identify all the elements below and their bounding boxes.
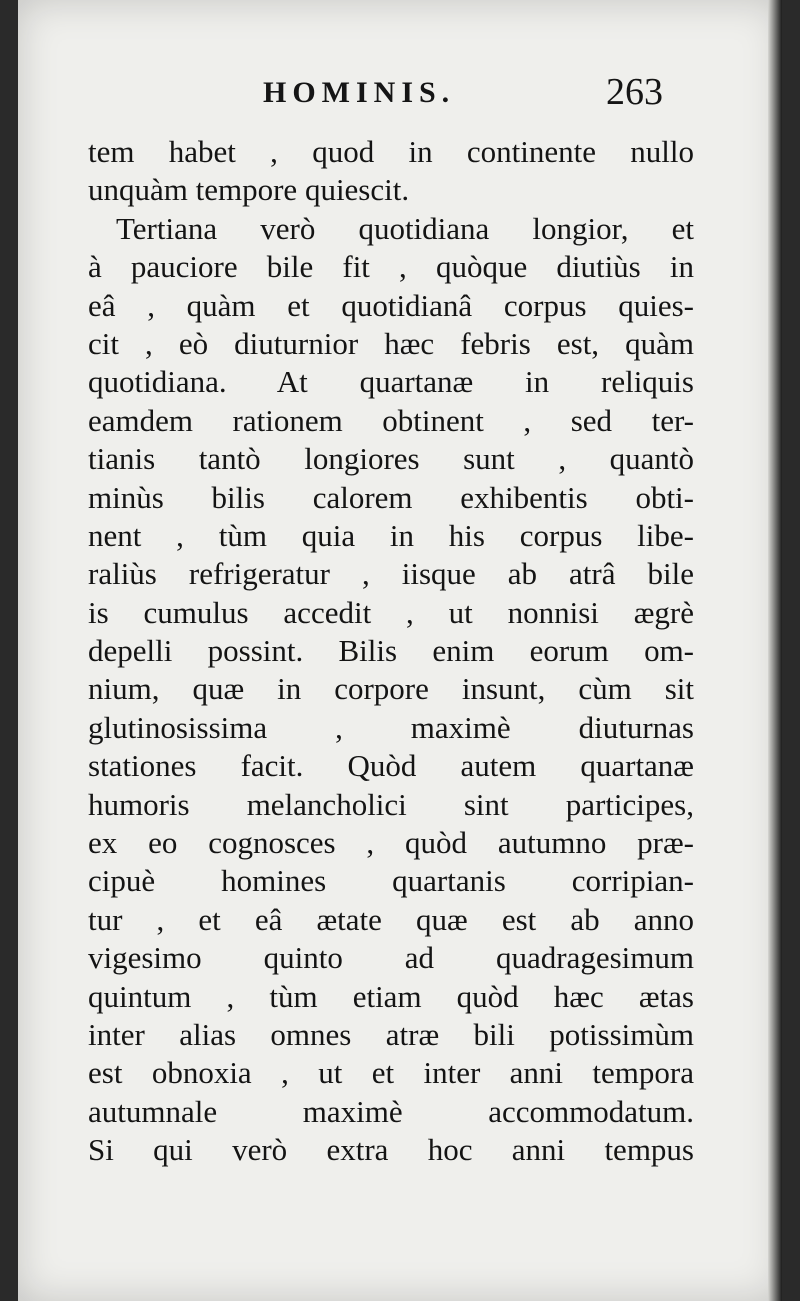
text-line: minùs bilis calorem exhibentis obti- [88, 479, 694, 515]
text-line: Si qui verò extra hoc anni tempus [88, 1132, 694, 1168]
page-header [18, 70, 782, 120]
book-page [18, 0, 782, 1301]
text-line: eâ , quàm et quotidianâ corpus quies- [88, 287, 694, 323]
text-line: tur , et eâ ætate quæ est ab anno [88, 901, 694, 937]
text-line: tem habet , quod in continente nullo [88, 134, 694, 169]
text-line: cipuè homines quartanis corripian- [88, 863, 694, 899]
text-line: ex eo cognosces , quòd autumno præ- [88, 825, 694, 861]
text-line: is cumulus accedit , ut nonnisi ægrè [88, 594, 694, 630]
text-line: nent , tùm quia in his corpus libe- [88, 517, 694, 553]
text-line: Tertiana verò quotidiana longior, et [116, 210, 694, 246]
text-line: eamdem rationem obtinent , sed ter- [88, 402, 694, 438]
text-line: tianis tantò longiores sunt , quantò [88, 441, 694, 477]
text-line: vigesimo quinto ad quadragesimum [88, 940, 694, 976]
page-spine-shadow [768, 0, 782, 1301]
text-line: nium, quæ in corpore insunt, cùm sit [88, 671, 694, 707]
text-line: stationes facit. Quòd autem quartanæ [88, 748, 694, 784]
text-line: est obnoxia , ut et inter anni tempora [88, 1055, 694, 1091]
text-line: depelli possint. Bilis enim eorum om- [88, 633, 694, 669]
text-line: glutinosissima , maximè diuturnas [88, 709, 694, 745]
running-head: HOMINIS. [263, 76, 456, 109]
body-text [88, 133, 694, 1170]
text-line: autumnale maximè accommodatum. [88, 1093, 694, 1129]
text-line: inter alias omnes atræ bili potissimùm [88, 1016, 694, 1052]
text-line: à pauciore bile fit , quòque diutiùs in [88, 249, 694, 285]
page-number: 263 [606, 71, 663, 113]
text-line: quintum , tùm etiam quòd hæc ætas [88, 978, 694, 1014]
text-line: cit , eò diuturnior hæc febris est, quàm [88, 325, 694, 361]
text-line: quotidiana. At quartanæ in reliquis [88, 364, 694, 400]
text-line: unquàm tempore quiescit. [88, 172, 410, 208]
text-line: raliùs refrigeratur , iisque ab atrâ bile [88, 556, 694, 592]
text-line: humoris melancholici sint participes, [88, 786, 694, 822]
